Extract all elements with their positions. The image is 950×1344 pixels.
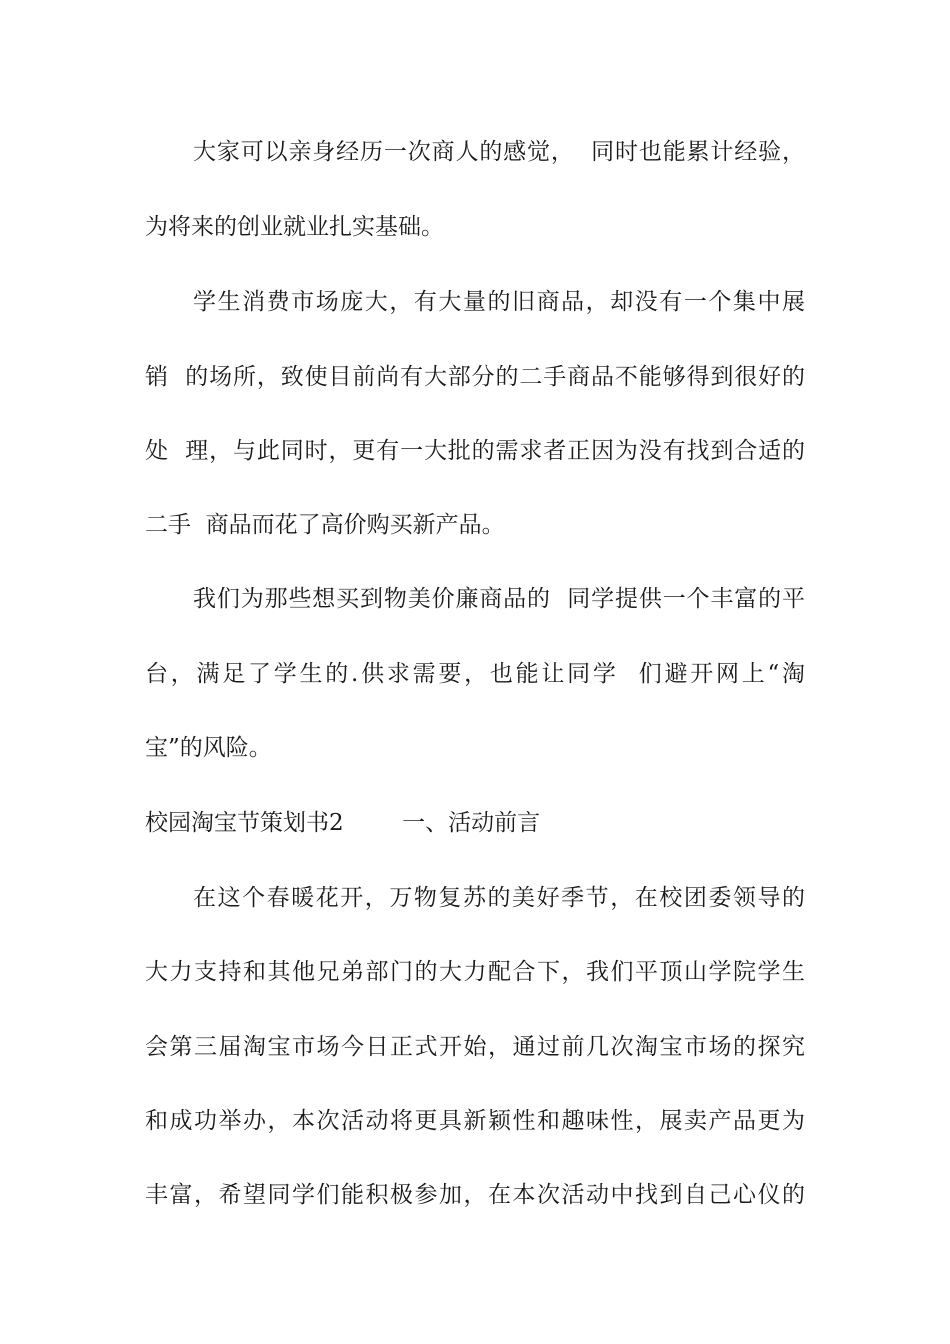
text-line: 大家可以亲身经历一次商人的感觉， 同时也能累计经验， [193, 139, 805, 165]
text-line: 台，满足了学生的.供求需要，也能让同学 们避开网上“淘 [145, 661, 805, 687]
text-line: 我们为那些想买到物美价廉商品的 同学提供一个丰富的平 [193, 586, 805, 612]
text-line: 二手 商品而花了高价购买新产品。 [145, 512, 505, 538]
text-line: 处 理，与此同时，更有一大批的需求者正因为没有找到合适的 [145, 438, 805, 464]
text-line: 为将来的创业就业扎实基础。 [145, 214, 444, 240]
text-line: 宝”的风险。 [145, 735, 272, 761]
section-heading: 校园淘宝节策划书2 一、活动前言 [145, 810, 541, 836]
text-line: 会第三届淘宝市场今日正式开始，通过前几次淘宝市场的探究 [145, 1034, 805, 1060]
text-line: 销 的场所，致使目前尚有大部分的二手商品不能够得到很好的 [145, 364, 805, 390]
text-line: 学生消费市场庞大，有大量的旧商品，却没有一个集中展 [193, 289, 805, 315]
text-line: 在这个春暖花开，万物复苏的美好季节，在校团委领导的 [193, 885, 805, 911]
text-line: 大力支持和其他兄弟部门的大力配合下，我们平顶山学院学生 [145, 959, 805, 985]
text-line: 丰富，希望同学们能积极参加，在本次活动中找到自己心仪的 [145, 1182, 805, 1208]
text-line: 和成功举办，本次活动将更具新颖性和趣味性，展卖产品更为 [145, 1108, 805, 1134]
